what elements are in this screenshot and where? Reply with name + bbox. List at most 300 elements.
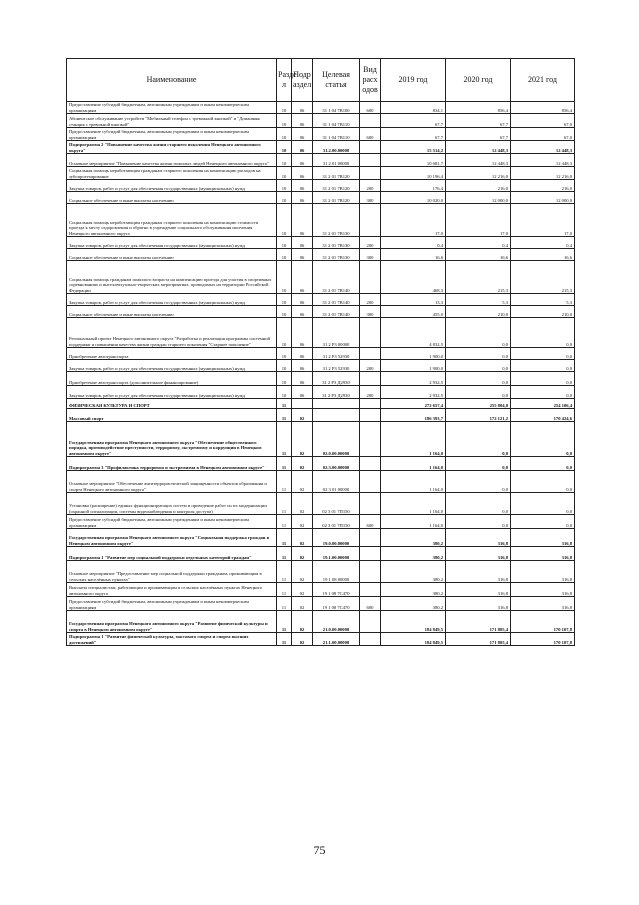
- row-2020: 0,0: [446, 348, 511, 360]
- table-row: [67, 372, 575, 386]
- row-subsection: 06: [292, 372, 313, 386]
- row-name: Закупка товаров, работ и услуг для обеспечения государственных (муниципальных) нужд: [67, 360, 277, 372]
- row-2019: 67,7: [381, 128, 446, 141]
- row-subsection: 02: [292, 561, 313, 583]
- table-row: [67, 204, 575, 237]
- row-article: 31 2 P3 00000: [313, 318, 360, 348]
- table-body: [67, 102, 575, 646]
- header-expense-type: Вид расх одов: [360, 59, 381, 102]
- row-section: 10: [277, 167, 292, 180]
- row-name: Подпрограмма 1 "Развитие мер социальной поддержки отдельных категорий граждан": [67, 547, 277, 561]
- row-2019: 16,6: [381, 249, 446, 261]
- row-section: 10: [277, 237, 292, 249]
- row-article: 31 2 P3 52930: [313, 360, 360, 372]
- row-subsection: 06: [292, 102, 313, 114]
- row-2021: 215,3: [511, 261, 575, 294]
- row-name: Основное мероприятие "Повышение качества жизни пожилых людей Ненецкого автономного округа": [67, 154, 277, 167]
- row-name: Основное мероприятие "Обеспечение антитеррористической защищенности объектов образования и спорта Ненецкого автономного округа": [67, 471, 277, 493]
- row-subsection: 06: [292, 249, 313, 261]
- row-2021: 254 106,4: [511, 399, 575, 409]
- row-subsection: 06: [292, 294, 313, 306]
- header-subsection: Подр аздел: [292, 59, 313, 102]
- row-2020: 0,0: [446, 318, 511, 348]
- row-subsection: 02: [292, 611, 313, 633]
- table-row: [67, 294, 575, 306]
- row-expense-type: [360, 141, 381, 154]
- row-section: 10: [277, 180, 292, 192]
- row-2021: 0,0: [511, 372, 575, 386]
- row-expense-type: [360, 372, 381, 386]
- row-name: ФИЗИЧЕСКАЯ КУЛЬТУРА И СПОРТ: [67, 399, 277, 409]
- row-2021: 16,6: [511, 249, 575, 261]
- table-row: [67, 583, 575, 597]
- row-article: 31 1 04 7В110: [313, 128, 360, 141]
- row-article: 31 2 01 7В140: [313, 306, 360, 318]
- row-name: Государственная программа Ненецкого автономного округа "Социальная поддержка граждан в Ненецком автономном округе": [67, 529, 277, 547]
- row-2021: 170 107,8: [511, 633, 575, 646]
- row-name: Социальная помощь неработающим гражданам старшего поколения на компенсацию расходов на зубопротезирование: [67, 167, 277, 180]
- row-name: Социальная помощь неработающим гражданам старшего поколения на компенсацию стоимости проезда к месту оздоровления и обратно в учреждение социального обслуживания населения Ненецкого автономного округа: [67, 204, 277, 237]
- row-section: 11: [277, 422, 292, 457]
- row-name: Региональный проект Ненецкого автономного округа "Разработка и реализация программы системной поддержки и повышения качества жизни граждан старшего поколения "Старшее поколение": [67, 318, 277, 348]
- row-2019: 272 657,4: [381, 399, 446, 409]
- row-expense-type: [360, 348, 381, 360]
- table-row: [67, 128, 575, 141]
- row-expense-type: 600: [360, 102, 381, 114]
- row-2019: 10 020,0: [381, 192, 446, 204]
- row-subsection: 02: [292, 583, 313, 597]
- row-2019: 1 164,0: [381, 422, 446, 457]
- row-2021: 0,0: [511, 318, 575, 348]
- row-expense-type: [360, 114, 381, 128]
- row-2021: 170 107,8: [511, 611, 575, 633]
- row-expense-type: [360, 583, 381, 597]
- row-subsection: 06: [292, 360, 313, 372]
- row-2019: 4 832,5: [381, 318, 446, 348]
- row-2020: 316,8: [446, 529, 511, 547]
- row-2020: 216,0: [446, 180, 511, 192]
- table-row: [67, 318, 575, 348]
- table-row: [67, 348, 575, 360]
- row-2020: 171 805,4: [446, 633, 511, 646]
- table-row: [67, 409, 575, 422]
- header-section: Разде л: [277, 59, 292, 102]
- row-subsection: 06: [292, 237, 313, 249]
- row-2019: 186 393,7: [381, 409, 446, 422]
- table-row: [67, 141, 575, 154]
- table-row: [67, 547, 575, 561]
- row-article: 02.3.00.00000: [313, 457, 360, 471]
- row-2021: 12 448,3: [511, 141, 575, 154]
- row-2020: 0,0: [446, 372, 511, 386]
- row-article: 02 3 01 7П150: [313, 493, 360, 515]
- row-section: 10: [277, 128, 292, 141]
- row-expense-type: [360, 547, 381, 561]
- header-2021: 2021 год: [511, 59, 575, 102]
- row-name: Массовый спорт: [67, 409, 277, 422]
- row-expense-type: [360, 422, 381, 457]
- row-2019: 380,2: [381, 561, 446, 583]
- row-subsection: 06: [292, 192, 313, 204]
- table-row: [67, 529, 575, 547]
- row-2021: 0,0: [511, 493, 575, 515]
- row-expense-type: [360, 167, 381, 180]
- row-article: 31 2 01 7В120: [313, 180, 360, 192]
- row-2020: 316,8: [446, 561, 511, 583]
- row-name: Предоставление субсидий бюджетным, автономным учреждениям и иным некоммерческим организациям: [67, 597, 277, 611]
- row-section: 10: [277, 204, 292, 237]
- row-2020: 12 216,0: [446, 167, 511, 180]
- row-name: Приобретение автотранспорта: [67, 348, 277, 360]
- row-subsection: 02: [292, 409, 313, 422]
- row-expense-type: [360, 561, 381, 583]
- row-2021: 0,0: [511, 457, 575, 471]
- table-row: [67, 261, 575, 294]
- row-article: 21.1.00.00000: [313, 633, 360, 646]
- row-section: 10: [277, 294, 292, 306]
- row-section: 10: [277, 102, 292, 114]
- row-2021: 0,0: [511, 515, 575, 529]
- header-name: Наименование: [67, 59, 277, 102]
- row-subsection: 02: [292, 422, 313, 457]
- row-section: 11: [277, 409, 292, 422]
- row-subsection: 02: [292, 457, 313, 471]
- row-section: 11: [277, 633, 292, 646]
- row-article: 31 1 04 7В100: [313, 102, 360, 114]
- row-2019: 1 164,0: [381, 493, 446, 515]
- row-2019: 0,4: [381, 237, 446, 249]
- row-expense-type: 300: [360, 306, 381, 318]
- row-article: 31 2 01 7В120: [313, 167, 360, 180]
- row-subsection: 06: [292, 261, 313, 294]
- row-article: 31 2 01 7В130: [313, 204, 360, 237]
- row-subsection: 02: [292, 515, 313, 529]
- row-2021: 0,0: [511, 360, 575, 372]
- row-article: 19.0.00.00000: [313, 529, 360, 547]
- row-expense-type: 200: [360, 386, 381, 399]
- row-article: 31 2 01 7В140: [313, 261, 360, 294]
- row-subsection: 02: [292, 597, 313, 611]
- row-2019: 17,0: [381, 204, 446, 237]
- row-article: 19 1 08 7С470: [313, 597, 360, 611]
- row-expense-type: 200: [360, 360, 381, 372]
- header-2020: 2020 год: [446, 59, 511, 102]
- row-subsection: 02: [292, 633, 313, 646]
- row-2021: 216,0: [511, 180, 575, 192]
- row-2020: 0,0: [446, 515, 511, 529]
- row-subsection: 06: [292, 318, 313, 348]
- row-expense-type: [360, 154, 381, 167]
- row-expense-type: [360, 318, 381, 348]
- row-section: 10: [277, 306, 292, 318]
- header-2019: 2019 год: [381, 59, 446, 102]
- row-2019: 1 900,0: [381, 360, 446, 372]
- row-subsection: 06: [292, 141, 313, 154]
- row-2020: 0,0: [446, 493, 511, 515]
- row-2019: 176,4: [381, 180, 446, 192]
- row-article: 31 2 01 7В130: [313, 237, 360, 249]
- row-expense-type: [360, 611, 381, 633]
- row-name: Приобретение автотранспорта (дополнительное финансирование): [67, 372, 277, 386]
- row-section: 10: [277, 154, 292, 167]
- row-2019: 2 932,5: [381, 386, 446, 399]
- row-section: 11: [277, 561, 292, 583]
- row-name: Абонентское обслуживание устройств "Мобильный телефон с тревожной кнопкой" и "Домашняя станция с тревожной кнопкой": [67, 114, 277, 128]
- row-article: 02 3 01 7П150: [313, 515, 360, 529]
- row-2019: 10 196,4: [381, 167, 446, 180]
- row-2019: 13,3: [381, 294, 446, 306]
- row-expense-type: 600: [360, 128, 381, 141]
- row-section: 11: [277, 493, 292, 515]
- row-name: Подпрограмма 2 "Повышение качества жизни старшего поколения Ненецкого автономного округа": [67, 141, 277, 154]
- row-name: Социальное обеспечение и иные выплаты населению: [67, 192, 277, 204]
- table-row: [67, 399, 575, 409]
- row-2021: 170 424,6: [511, 409, 575, 422]
- table-header-row: [67, 59, 575, 102]
- row-2019: 455,0: [381, 306, 446, 318]
- row-2020: 0,0: [446, 386, 511, 399]
- row-section: 10: [277, 261, 292, 294]
- row-2021: 0,0: [511, 422, 575, 457]
- row-expense-type: [360, 529, 381, 547]
- row-section: 10: [277, 249, 292, 261]
- row-article: 31 2 01 00000: [313, 154, 360, 167]
- table-row: [67, 249, 575, 261]
- row-article: 31 2 01 7В140: [313, 294, 360, 306]
- row-subsection: 06: [292, 204, 313, 237]
- row-name: Закупка товаров, работ и услуг для обеспечения государственных (муниципальных) нужд: [67, 294, 277, 306]
- row-2020: 0,0: [446, 422, 511, 457]
- row-section: 11: [277, 611, 292, 633]
- table-row: [67, 561, 575, 583]
- table-row: [67, 360, 575, 372]
- row-2020: 12 448,3: [446, 141, 511, 154]
- row-2020: 171 805,4: [446, 611, 511, 633]
- table-row: [67, 457, 575, 471]
- row-2019: 380,2: [381, 597, 446, 611]
- row-2021: 12 448,3: [511, 154, 575, 167]
- row-2021: 316,8: [511, 597, 575, 611]
- row-article: 19 1 08 00000: [313, 561, 360, 583]
- row-2019: 380,2: [381, 547, 446, 561]
- table-row: [67, 493, 575, 515]
- row-name: Закупка товаров, работ и услуг для обеспечения государственных (муниципальных) нужд: [67, 386, 277, 399]
- row-subsection: 06: [292, 180, 313, 192]
- row-name: Закупка товаров, работ и услуг для обеспечения государственных (муниципальных) нужд: [67, 180, 277, 192]
- row-2020: 0,0: [446, 457, 511, 471]
- row-2020: 67,7: [446, 128, 511, 141]
- row-section: 10: [277, 141, 292, 154]
- row-section: 10: [277, 372, 292, 386]
- row-2020: 856,4: [446, 102, 511, 114]
- row-2019: 834,1: [381, 102, 446, 114]
- row-2020: 16,6: [446, 249, 511, 261]
- table-row: [67, 422, 575, 457]
- row-2021: 12 000,0: [511, 192, 575, 204]
- row-article: 02.0.00.00000: [313, 422, 360, 457]
- row-section: 10: [277, 318, 292, 348]
- row-expense-type: [360, 399, 381, 409]
- row-name: Предоставление субсидий бюджетным, автономным учреждениям и иным некоммерческим организациям: [67, 515, 277, 529]
- row-name: Социальное обеспечение и иные выплаты населению: [67, 249, 277, 261]
- row-2021: 210,0: [511, 306, 575, 318]
- row-section: 10: [277, 192, 292, 204]
- row-2021: 0,0: [511, 348, 575, 360]
- row-name: Государственная программа Ненецкого автономного округа "Развитие физической культуры и спорта в Ненецком автономном округе": [67, 611, 277, 633]
- row-article: 31 1 04 7В110: [313, 114, 360, 128]
- row-2020: 172 121,2: [446, 409, 511, 422]
- row-subsection: 02: [292, 529, 313, 547]
- row-section: 11: [277, 515, 292, 529]
- row-subsection: 06: [292, 306, 313, 318]
- row-expense-type: [360, 471, 381, 493]
- row-expense-type: 200: [360, 294, 381, 306]
- row-2019: 184 849,5: [381, 611, 446, 633]
- table-row: [67, 154, 575, 167]
- row-2020: 210,0: [446, 306, 511, 318]
- row-article: 31 2 P3 Д2930: [313, 386, 360, 399]
- row-2021: 67,0: [511, 114, 575, 128]
- row-name: Предоставление субсидий бюджетным, автономным учреждениям и иным некоммерческим организациям: [67, 128, 277, 141]
- row-2020: 5,3: [446, 294, 511, 306]
- row-section: 11: [277, 547, 292, 561]
- row-2019: 1 164,0: [381, 515, 446, 529]
- table-row: [67, 471, 575, 493]
- row-2019: 380,2: [381, 529, 446, 547]
- row-2020: 0,4: [446, 237, 511, 249]
- row-expense-type: [360, 633, 381, 646]
- page-number: 75: [313, 843, 326, 857]
- row-2020: 12 000,0: [446, 192, 511, 204]
- row-expense-type: 600: [360, 597, 381, 611]
- table-row: [67, 102, 575, 114]
- row-subsection: 06: [292, 114, 313, 128]
- table-row: [67, 611, 575, 633]
- row-2020: 0,0: [446, 360, 511, 372]
- table-row: [67, 192, 575, 204]
- row-2021: 316,8: [511, 529, 575, 547]
- row-section: 11: [277, 597, 292, 611]
- table-row: [67, 386, 575, 399]
- row-article: 19 1 08 7С470: [313, 583, 360, 597]
- row-name: Социальное обеспечение и иные выплаты населению: [67, 306, 277, 318]
- row-article: 31.2.00.00000: [313, 141, 360, 154]
- row-2021: 0,0: [511, 386, 575, 399]
- row-article: 19.1.00.00000: [313, 547, 360, 561]
- row-expense-type: [360, 261, 381, 294]
- row-2021: 5,3: [511, 294, 575, 306]
- row-name: Закупка товаров, работ и услуг для обеспечения государственных (муниципальных) нужд: [67, 237, 277, 249]
- table-row: [67, 167, 575, 180]
- row-section: 10: [277, 114, 292, 128]
- row-article: 31 2 P3 Д2930: [313, 372, 360, 386]
- row-expense-type: 600: [360, 515, 381, 529]
- row-2019: 1 900,0: [381, 348, 446, 360]
- table-row: [67, 633, 575, 646]
- budget-table: [66, 58, 575, 646]
- row-2021: 316,8: [511, 561, 575, 583]
- row-2021: 316,8: [511, 583, 575, 597]
- row-2019: 10 681,7: [381, 154, 446, 167]
- row-2021: 0,4: [511, 237, 575, 249]
- row-2021: 856,4: [511, 102, 575, 114]
- row-section: 11: [277, 471, 292, 493]
- row-subsection: [292, 399, 313, 409]
- row-2021: 67,0: [511, 128, 575, 141]
- row-section: 11: [277, 457, 292, 471]
- row-name: Социальная помощь гражданам пожилого возраста на компенсацию проезда для участия в спортивных соревнованиях и интеллектуально-творческих мероприятиях, проводимых на территории Российской Федерации: [67, 261, 277, 294]
- row-article: [313, 399, 360, 409]
- row-section: 11: [277, 529, 292, 547]
- row-section: 10: [277, 386, 292, 399]
- row-subsection: 06: [292, 128, 313, 141]
- row-subsection: 06: [292, 386, 313, 399]
- row-expense-type: [360, 409, 381, 422]
- row-2020: 316,8: [446, 547, 511, 561]
- table-row: [67, 237, 575, 249]
- row-subsection: 02: [292, 471, 313, 493]
- row-2020: 316,8: [446, 583, 511, 597]
- row-subsection: 02: [292, 493, 313, 515]
- row-article: 31 2 P3 52930: [313, 348, 360, 360]
- row-2020: 67,7: [446, 114, 511, 128]
- table-row: [67, 597, 575, 611]
- row-2019: 67,7: [381, 114, 446, 128]
- row-name: Подпрограмма 3 "Профилактика терроризма и экстремизма в Ненецком автономном округе": [67, 457, 277, 471]
- row-2019: 2 932,5: [381, 372, 446, 386]
- row-2020: 0,0: [446, 471, 511, 493]
- row-2021: 316,8: [511, 547, 575, 561]
- row-expense-type: 200: [360, 237, 381, 249]
- row-name: Государственная программа Ненецкого автономного округа "Обеспечение общественного порядка, противодействие преступности, терроризму, экстремизму и коррупции в Ненецком автономном округе": [67, 422, 277, 457]
- row-2019: 1 164,0: [381, 471, 446, 493]
- row-2019: 184 849,5: [381, 633, 446, 646]
- row-subsection: 06: [292, 348, 313, 360]
- row-section: 10: [277, 348, 292, 360]
- row-2019: 380,2: [381, 583, 446, 597]
- row-section: 11: [277, 583, 292, 597]
- row-expense-type: [360, 204, 381, 237]
- row-article: 31 2 01 7В120: [313, 192, 360, 204]
- row-name: Подпрограмма 1 "Развитие физической культуры, массового спорта и спорта высших достижений": [67, 633, 277, 646]
- row-2020: 215,3: [446, 261, 511, 294]
- row-name: Выплаты специалистам, работающим и проживающим в сельских населённых пунктах Ненецкого автономного округа: [67, 583, 277, 597]
- table-row: [67, 114, 575, 128]
- row-2021: 12 216,0: [511, 167, 575, 180]
- row-2020: 17,0: [446, 204, 511, 237]
- row-2021: 0,0: [511, 471, 575, 493]
- row-2020: 316,8: [446, 597, 511, 611]
- row-2019: 15 514,2: [381, 141, 446, 154]
- row-expense-type: 300: [360, 249, 381, 261]
- row-expense-type: 300: [360, 192, 381, 204]
- table-row: [67, 515, 575, 529]
- row-subsection: 06: [292, 154, 313, 167]
- row-name: Основное мероприятие "Предоставление мер социальной поддержки гражданам, проживающим в сельских населённых пунктах": [67, 561, 277, 583]
- row-name: Установка (расширение) единых функционирующих систем и проведение работ по их модернизации (охранной сигнализации, системы видеонаблюдения и контроля доступа): [67, 493, 277, 515]
- row-article: 21.0.00.00000: [313, 611, 360, 633]
- table-row: [67, 306, 575, 318]
- row-article: 02 3 01 00000: [313, 471, 360, 493]
- row-subsection: 02: [292, 547, 313, 561]
- row-expense-type: [360, 493, 381, 515]
- row-2020: 255 804,0: [446, 399, 511, 409]
- row-subsection: 06: [292, 167, 313, 180]
- row-article: [313, 409, 360, 422]
- row-section: 10: [277, 360, 292, 372]
- table-row: [67, 180, 575, 192]
- row-article: 31 2 01 7В130: [313, 249, 360, 261]
